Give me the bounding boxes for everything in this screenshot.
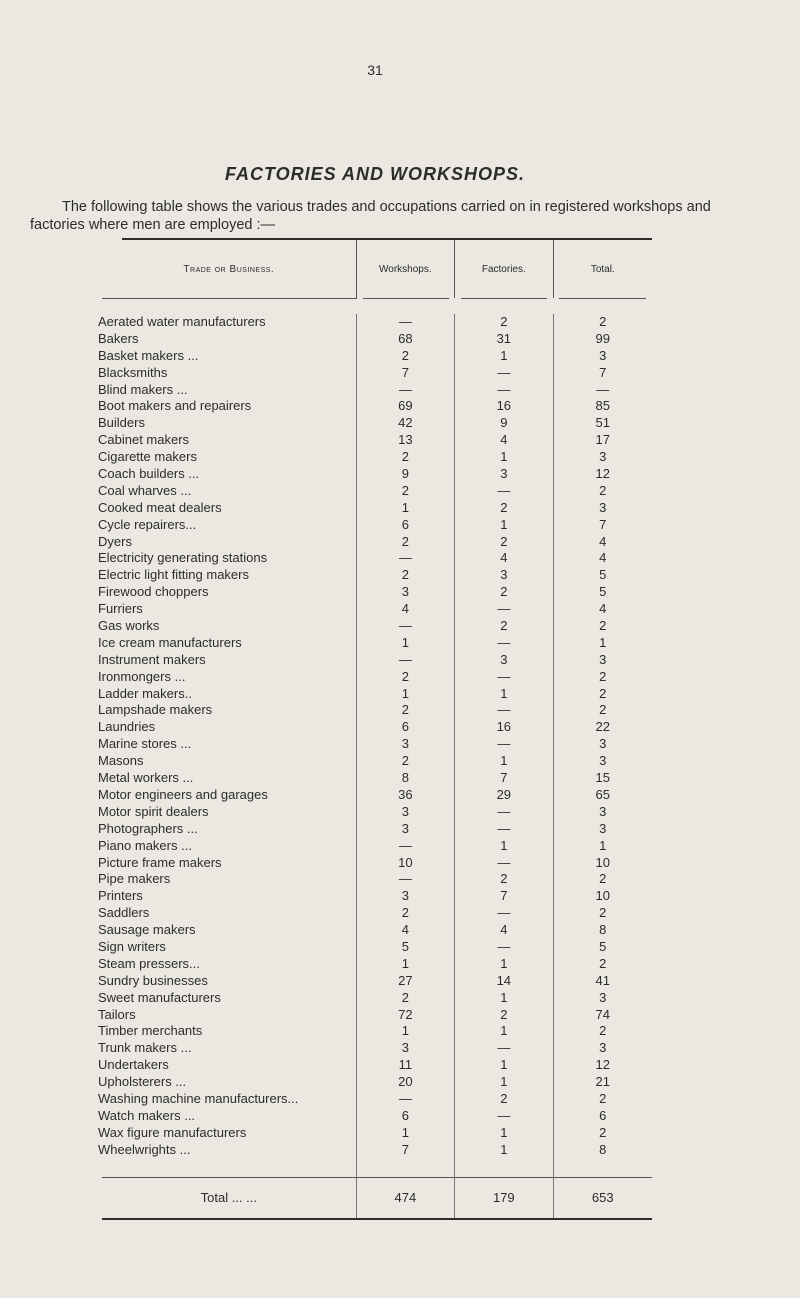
table-row bbox=[98, 618, 652, 635]
trade-cell: Wheelwrights ... bbox=[102, 1142, 356, 1159]
trade-cell: Sweet manufacturers bbox=[102, 990, 356, 1007]
total-cell: 3 bbox=[553, 652, 652, 669]
trade-cell: Builders bbox=[102, 415, 356, 432]
total-cell: 8 bbox=[553, 1142, 652, 1159]
factories-cell: 1 bbox=[454, 1074, 552, 1091]
total-workshops: 474 bbox=[356, 1178, 454, 1218]
table-row bbox=[98, 415, 652, 432]
total-cell: 3 bbox=[553, 753, 652, 770]
total-cell: — bbox=[553, 382, 652, 399]
factories-cell: 1 bbox=[454, 1142, 552, 1159]
factories-cell: 31 bbox=[454, 331, 552, 348]
trade-cell: Saddlers bbox=[102, 905, 356, 922]
total-label: Total ... ... bbox=[200, 1190, 257, 1206]
total-cell: 6 bbox=[553, 1108, 652, 1125]
workshops-cell: 11 bbox=[356, 1057, 454, 1074]
workshops-cell: 6 bbox=[356, 517, 454, 534]
total-cell: 85 bbox=[553, 398, 652, 415]
total-cell: 7 bbox=[553, 365, 652, 382]
total-cell: 3 bbox=[553, 804, 652, 821]
workshops-cell: 2 bbox=[356, 669, 454, 686]
page-title: FACTORIES AND WORKSHOPS. bbox=[224, 164, 526, 184]
factories-cell: 1 bbox=[454, 686, 552, 703]
factories-cell: 2 bbox=[454, 1007, 552, 1024]
factories-cell: — bbox=[454, 939, 552, 956]
trade-cell: Blind makers ... bbox=[102, 382, 356, 399]
trade-cell: Firewood choppers bbox=[102, 584, 356, 601]
factories-cell: — bbox=[454, 1040, 552, 1057]
trade-cell: Electric light fitting makers bbox=[102, 567, 356, 584]
trade-cell: Ice cream manufacturers bbox=[102, 635, 356, 652]
factories-cell: — bbox=[454, 804, 552, 821]
factories-cell: 1 bbox=[454, 838, 552, 855]
trade-cell: Marine stores ... bbox=[102, 736, 356, 753]
workshops-cell: — bbox=[356, 618, 454, 635]
total-row bbox=[102, 1178, 652, 1218]
table-row bbox=[98, 770, 652, 787]
table-bottom-rule bbox=[102, 1218, 652, 1220]
factories-cell: — bbox=[454, 382, 552, 399]
table-row bbox=[98, 432, 652, 449]
total-cell: 12 bbox=[553, 466, 652, 483]
total-cell: 5 bbox=[553, 584, 652, 601]
total-cell: 2 bbox=[553, 686, 652, 703]
total-cell: 2 bbox=[553, 956, 652, 973]
total-gap bbox=[102, 1159, 652, 1177]
trade-cell: Wax figure manufacturers bbox=[102, 1125, 356, 1142]
workshops-cell: 13 bbox=[356, 432, 454, 449]
table-body bbox=[98, 314, 652, 1159]
workshops-cell: 6 bbox=[356, 1108, 454, 1125]
total-cell: 17 bbox=[553, 432, 652, 449]
table-row bbox=[98, 381, 652, 399]
workshops-cell: 3 bbox=[356, 584, 454, 601]
table-row bbox=[98, 668, 652, 686]
factories-cell: — bbox=[454, 483, 552, 500]
workshops-cell: 2 bbox=[356, 905, 454, 922]
factories-cell: 3 bbox=[454, 652, 552, 669]
trade-cell: Boot makers and repairers bbox=[102, 398, 356, 415]
header-trade: Trade or Business. bbox=[183, 263, 275, 275]
trade-cell: Dyers bbox=[102, 534, 356, 551]
workshops-cell: — bbox=[356, 838, 454, 855]
trade-cell: Pipe makers bbox=[102, 871, 356, 888]
factories-cell: 2 bbox=[454, 534, 552, 551]
table-row bbox=[98, 651, 652, 669]
factories-cell: 9 bbox=[454, 415, 552, 432]
table-row bbox=[98, 955, 652, 973]
factories-cell: 2 bbox=[454, 500, 552, 517]
trade-cell: Cooked meat dealers bbox=[102, 500, 356, 517]
total-cell: 2 bbox=[553, 1091, 652, 1108]
total-cell: 2 bbox=[553, 669, 652, 686]
trade-cell: Piano makers ... bbox=[102, 838, 356, 855]
trade-cell: Sundry businesses bbox=[102, 973, 356, 990]
trade-cell: Basket makers ... bbox=[102, 348, 356, 365]
table-row bbox=[98, 601, 652, 618]
trade-cell: Lampshade makers bbox=[102, 702, 356, 719]
workshops-cell: 2 bbox=[356, 534, 454, 551]
total-cell: 5 bbox=[553, 939, 652, 956]
table-header bbox=[102, 240, 652, 298]
table-row bbox=[98, 1023, 652, 1040]
factories-cell: 1 bbox=[454, 517, 552, 534]
factories-cell: 2 bbox=[454, 618, 552, 635]
table-row bbox=[98, 854, 652, 872]
table-row bbox=[98, 719, 652, 736]
factories-cell: 4 bbox=[454, 432, 552, 449]
total-cell: 8 bbox=[553, 922, 652, 939]
factories-cell: 1 bbox=[454, 348, 552, 365]
workshops-cell: 2 bbox=[356, 449, 454, 466]
table-row bbox=[98, 820, 652, 838]
table-row bbox=[98, 364, 652, 382]
factories-cell: 16 bbox=[454, 719, 552, 736]
table-row bbox=[98, 499, 652, 517]
workshops-cell: 2 bbox=[356, 483, 454, 500]
trade-cell: Gas works bbox=[102, 618, 356, 635]
total-cell: 4 bbox=[553, 550, 652, 567]
trade-cell: Electricity generating stations bbox=[102, 550, 356, 567]
table-row bbox=[98, 482, 652, 500]
header-workshops: Workshops. bbox=[356, 240, 454, 298]
factories-cell: — bbox=[454, 736, 552, 753]
total-cell: 3 bbox=[553, 821, 652, 838]
workshops-cell: 3 bbox=[356, 804, 454, 821]
total-cell: 10 bbox=[553, 888, 652, 905]
table-row bbox=[98, 905, 652, 922]
workshops-cell: 4 bbox=[356, 922, 454, 939]
trade-cell: Undertakers bbox=[102, 1057, 356, 1074]
total-cell: 2 bbox=[553, 871, 652, 888]
table-row bbox=[98, 533, 652, 551]
total-cell: 2 bbox=[553, 905, 652, 922]
trades-table bbox=[98, 238, 652, 1220]
table-row bbox=[98, 888, 652, 905]
table-row bbox=[98, 972, 652, 990]
total-cell: 4 bbox=[553, 534, 652, 551]
workshops-cell: 68 bbox=[356, 331, 454, 348]
total-cell: 74 bbox=[553, 1007, 652, 1024]
table-row bbox=[98, 922, 652, 939]
total-factories: 179 bbox=[454, 1178, 552, 1218]
page-number: 31 bbox=[367, 62, 383, 78]
table-row bbox=[98, 1040, 652, 1057]
workshops-cell: 8 bbox=[356, 770, 454, 787]
trade-cell: Coach builders ... bbox=[102, 466, 356, 483]
total-total: 653 bbox=[553, 1178, 652, 1218]
trade-cell: Watch makers ... bbox=[102, 1108, 356, 1125]
total-cell: 22 bbox=[553, 719, 652, 736]
table-row bbox=[98, 1090, 652, 1108]
total-cell: 65 bbox=[553, 787, 652, 804]
total-cell: 41 bbox=[553, 973, 652, 990]
table-row bbox=[98, 702, 652, 719]
total-cell: 5 bbox=[553, 567, 652, 584]
workshops-cell: 3 bbox=[356, 821, 454, 838]
trade-cell: Instrument makers bbox=[102, 652, 356, 669]
table-row bbox=[98, 1124, 652, 1142]
workshops-cell: 2 bbox=[356, 702, 454, 719]
trade-cell: Masons bbox=[102, 753, 356, 770]
total-cell: 2 bbox=[553, 702, 652, 719]
total-cell: 3 bbox=[553, 348, 652, 365]
factories-cell: 1 bbox=[454, 1125, 552, 1142]
trade-cell: Upholsterers ... bbox=[102, 1074, 356, 1091]
total-cell: 10 bbox=[553, 855, 652, 872]
trade-cell: Metal workers ... bbox=[102, 770, 356, 787]
trade-cell: Furriers bbox=[102, 601, 356, 618]
trade-cell: Cigarette makers bbox=[102, 449, 356, 466]
total-cell: 2 bbox=[553, 314, 652, 331]
total-rule bbox=[102, 1177, 652, 1178]
total-cell: 12 bbox=[553, 1057, 652, 1074]
factories-cell: 2 bbox=[454, 871, 552, 888]
factories-cell: 1 bbox=[454, 956, 552, 973]
factories-cell: — bbox=[454, 669, 552, 686]
total-cell: 3 bbox=[553, 990, 652, 1007]
workshops-cell: 4 bbox=[356, 601, 454, 618]
workshops-cell: 1 bbox=[356, 500, 454, 517]
workshops-cell: 1 bbox=[356, 1125, 454, 1142]
table-row bbox=[98, 871, 652, 888]
trade-cell: Photographers ... bbox=[102, 821, 356, 838]
factories-cell: — bbox=[454, 905, 552, 922]
trade-cell: Trunk makers ... bbox=[102, 1040, 356, 1057]
trade-cell: Laundries bbox=[102, 719, 356, 736]
total-cell: 3 bbox=[553, 736, 652, 753]
factories-cell: 4 bbox=[454, 550, 552, 567]
table-row bbox=[98, 634, 652, 652]
factories-cell: — bbox=[454, 635, 552, 652]
factories-cell: — bbox=[454, 1108, 552, 1125]
trade-cell: Timber merchants bbox=[102, 1023, 356, 1040]
table-row bbox=[98, 1107, 652, 1125]
workshops-cell: 20 bbox=[356, 1074, 454, 1091]
factories-cell: 2 bbox=[454, 584, 552, 601]
workshops-cell: 1 bbox=[356, 956, 454, 973]
workshops-cell: 3 bbox=[356, 1040, 454, 1057]
table-row bbox=[98, 516, 652, 534]
workshops-cell: 6 bbox=[356, 719, 454, 736]
trade-cell: Printers bbox=[102, 888, 356, 905]
workshops-cell: 5 bbox=[356, 939, 454, 956]
workshops-cell: 27 bbox=[356, 973, 454, 990]
table-row bbox=[98, 803, 652, 821]
factories-cell: 7 bbox=[454, 770, 552, 787]
factories-cell: 3 bbox=[454, 567, 552, 584]
workshops-cell: 3 bbox=[356, 736, 454, 753]
workshops-cell: 36 bbox=[356, 787, 454, 804]
header-factories: Factories. bbox=[454, 240, 552, 298]
header-rule bbox=[102, 298, 652, 314]
workshops-cell: 2 bbox=[356, 753, 454, 770]
factories-cell: 2 bbox=[454, 314, 552, 331]
trade-cell: Coal wharves ... bbox=[102, 483, 356, 500]
factories-cell: — bbox=[454, 365, 552, 382]
workshops-cell: — bbox=[356, 314, 454, 331]
trade-cell: Bakers bbox=[102, 331, 356, 348]
table-row bbox=[98, 685, 652, 703]
trade-cell: Sign writers bbox=[102, 939, 356, 956]
header-total: Total. bbox=[553, 240, 652, 298]
total-cell: 4 bbox=[553, 601, 652, 618]
trade-cell: Motor engineers and garages bbox=[102, 787, 356, 804]
workshops-cell: 9 bbox=[356, 466, 454, 483]
trade-cell: Washing machine manufacturers... bbox=[102, 1091, 356, 1108]
workshops-cell: 1 bbox=[356, 635, 454, 652]
total-cell: 99 bbox=[553, 331, 652, 348]
table-row bbox=[98, 398, 652, 415]
workshops-cell: — bbox=[356, 871, 454, 888]
table-row bbox=[98, 938, 652, 956]
workshops-cell: — bbox=[356, 550, 454, 567]
total-cell: 2 bbox=[553, 483, 652, 500]
table-row bbox=[98, 837, 652, 855]
table-row bbox=[98, 347, 652, 365]
total-cell: 3 bbox=[553, 449, 652, 466]
trade-cell: Ironmongers ... bbox=[102, 669, 356, 686]
trade-cell: Aerated water manufacturers bbox=[102, 314, 356, 331]
factories-cell: 7 bbox=[454, 888, 552, 905]
trade-cell: Blacksmiths bbox=[102, 365, 356, 382]
workshops-cell: — bbox=[356, 382, 454, 399]
total-cell: 51 bbox=[553, 415, 652, 432]
total-cell: 3 bbox=[553, 500, 652, 517]
table-row bbox=[98, 1074, 652, 1091]
factories-cell: — bbox=[454, 702, 552, 719]
factories-cell: — bbox=[454, 855, 552, 872]
factories-cell: — bbox=[454, 821, 552, 838]
total-cell: 2 bbox=[553, 1125, 652, 1142]
trade-cell: Sausage makers bbox=[102, 922, 356, 939]
table-row bbox=[98, 753, 652, 770]
table-row bbox=[98, 314, 652, 331]
factories-cell: 1 bbox=[454, 1057, 552, 1074]
trade-cell: Picture frame makers bbox=[102, 855, 356, 872]
factories-cell: 14 bbox=[454, 973, 552, 990]
total-cell: 2 bbox=[553, 618, 652, 635]
table-row bbox=[98, 736, 652, 753]
factories-cell: 4 bbox=[454, 922, 552, 939]
trade-cell: Motor spirit dealers bbox=[102, 804, 356, 821]
total-cell: 1 bbox=[553, 838, 652, 855]
table-row bbox=[98, 1057, 652, 1074]
workshops-cell: 2 bbox=[356, 348, 454, 365]
trade-cell: Steam pressers... bbox=[102, 956, 356, 973]
workshops-cell: 42 bbox=[356, 415, 454, 432]
total-cell: 2 bbox=[553, 1023, 652, 1040]
table-row bbox=[98, 449, 652, 466]
table-row bbox=[98, 330, 652, 348]
total-cell: 3 bbox=[553, 1040, 652, 1057]
trade-cell: Cabinet makers bbox=[102, 432, 356, 449]
factories-cell: 1 bbox=[454, 449, 552, 466]
table-row bbox=[98, 1006, 652, 1024]
table-row bbox=[98, 567, 652, 584]
table-row bbox=[98, 1141, 652, 1159]
workshops-cell: 7 bbox=[356, 365, 454, 382]
trade-cell: Tailors bbox=[102, 1007, 356, 1024]
workshops-cell: 3 bbox=[356, 888, 454, 905]
workshops-cell: 1 bbox=[356, 686, 454, 703]
factories-cell: 16 bbox=[454, 398, 552, 415]
trade-cell: Ladder makers.. bbox=[102, 686, 356, 703]
factories-cell: 1 bbox=[454, 1023, 552, 1040]
factories-cell: 1 bbox=[454, 990, 552, 1007]
table-row bbox=[98, 466, 652, 483]
workshops-cell: 2 bbox=[356, 567, 454, 584]
workshops-cell: 72 bbox=[356, 1007, 454, 1024]
total-cell: 15 bbox=[553, 770, 652, 787]
table-row bbox=[98, 786, 652, 804]
table-row bbox=[98, 584, 652, 601]
total-cell: 1 bbox=[553, 635, 652, 652]
trade-cell: Cycle repairers... bbox=[102, 517, 356, 534]
workshops-cell: 10 bbox=[356, 855, 454, 872]
workshops-cell: 69 bbox=[356, 398, 454, 415]
workshops-cell: 1 bbox=[356, 1023, 454, 1040]
factories-cell: 1 bbox=[454, 753, 552, 770]
table-row bbox=[98, 550, 652, 567]
factories-cell: — bbox=[454, 601, 552, 618]
workshops-cell: 7 bbox=[356, 1142, 454, 1159]
factories-cell: 29 bbox=[454, 787, 552, 804]
total-cell: 7 bbox=[553, 517, 652, 534]
factories-cell: 2 bbox=[454, 1091, 552, 1108]
intro-paragraph: The following table shows the various trades and occupations carried on in registered workshops and factories where men are employed :— bbox=[30, 199, 711, 233]
table-row bbox=[98, 989, 652, 1007]
factories-cell: 3 bbox=[454, 466, 552, 483]
workshops-cell: — bbox=[356, 652, 454, 669]
workshops-cell: 2 bbox=[356, 990, 454, 1007]
workshops-cell: — bbox=[356, 1091, 454, 1108]
total-cell: 21 bbox=[553, 1074, 652, 1091]
